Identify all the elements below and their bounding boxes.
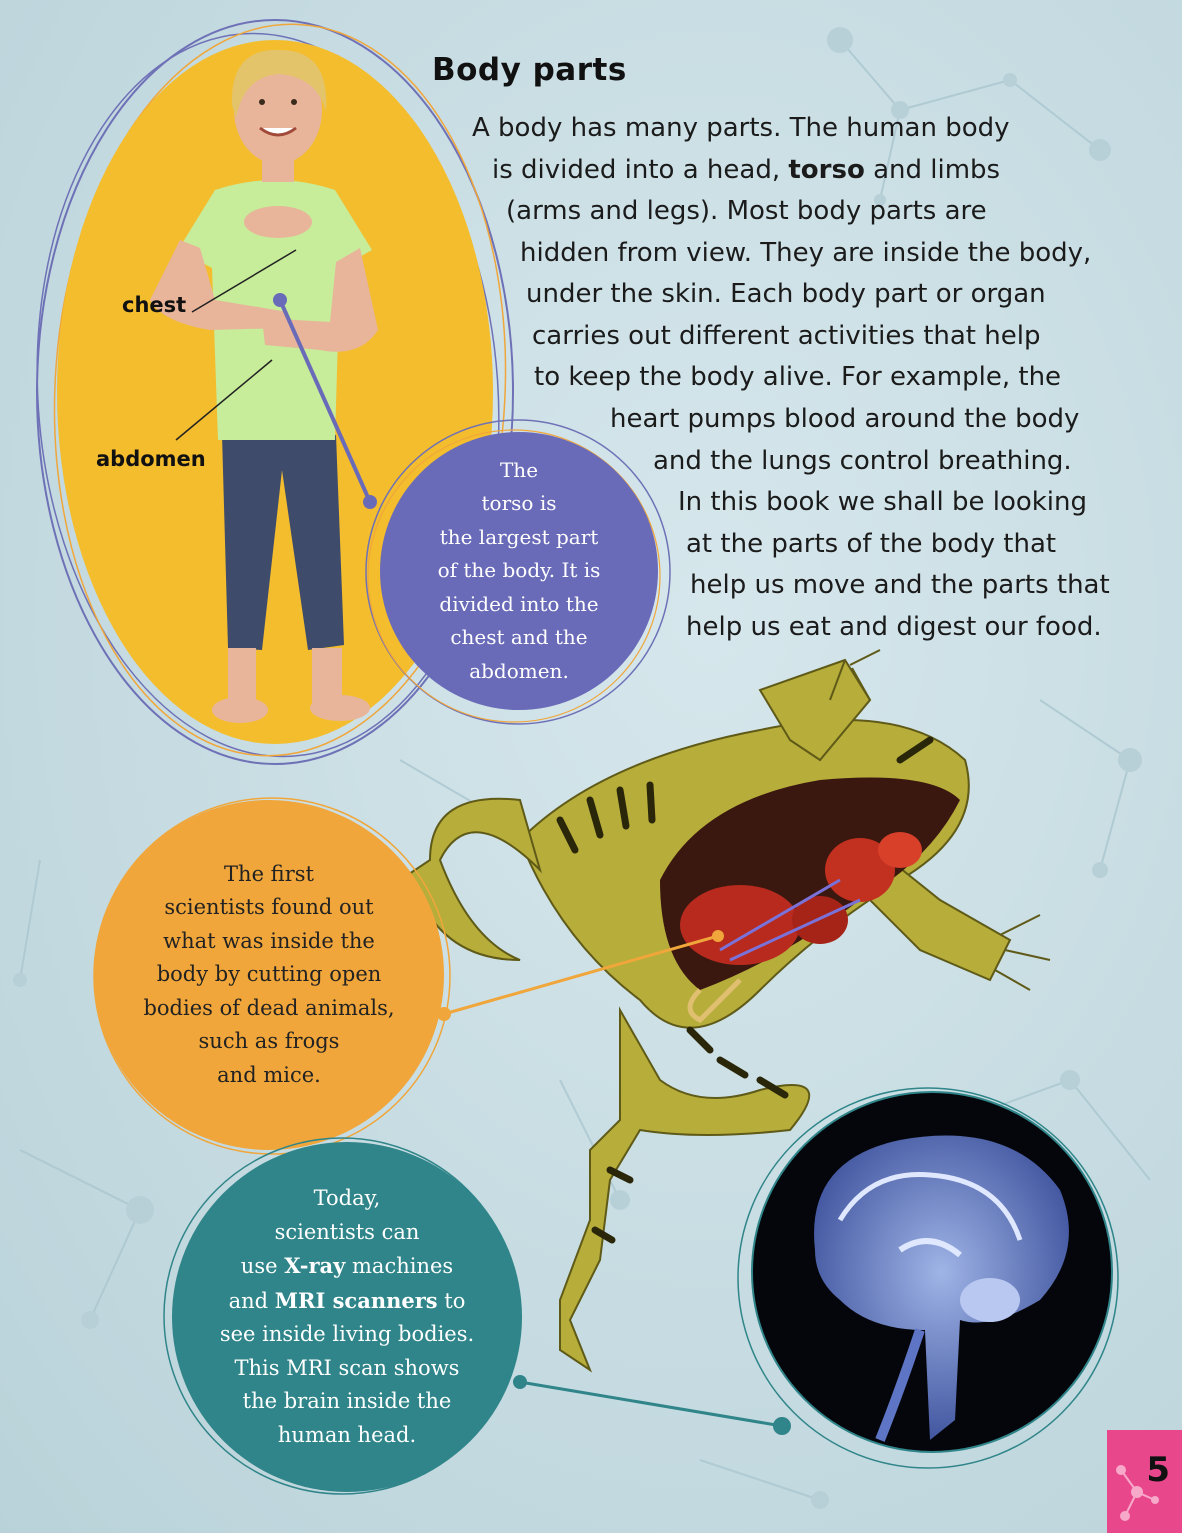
intro-line: and the lungs control breathing.	[653, 446, 1072, 476]
intro-line: In this book we shall be looking	[678, 487, 1088, 517]
intro-line: at the parts of the body that	[686, 529, 1057, 559]
mri-line-3: use X-ray machines	[240, 1253, 454, 1278]
torso-line-1: The	[499, 457, 539, 482]
mri-scanners-term: MRI scanners	[274, 1287, 438, 1313]
mri-fact-bubble	[172, 1142, 522, 1492]
mri-line-4: and MRI scanners to	[228, 1287, 466, 1313]
mri-fact-text	[220, 1182, 474, 1452]
mri-line-7: the brain inside the	[242, 1389, 452, 1413]
intro-line: under the skin. Each body part or organ	[526, 279, 1046, 309]
scientists-line-5: bodies of dead animals,	[143, 995, 395, 1020]
page-title: Body parts	[432, 52, 627, 88]
scientists-line-3: what was inside the	[163, 928, 375, 953]
mri-line-1: Today,	[313, 1186, 381, 1210]
page-number-tab	[1107, 1430, 1182, 1533]
torso-line-3: the largest part	[439, 524, 599, 549]
mri-line-5: see inside living bodies.	[219, 1322, 475, 1346]
torso-line-2: torso is	[481, 491, 557, 516]
intro-line: is divided into a head, torso and limbs	[492, 155, 1001, 185]
torso-line-5: divided into the	[439, 591, 599, 616]
intro-line: help us eat and digest our food.	[686, 612, 1102, 642]
mri-line-2: scientists can	[274, 1219, 420, 1244]
abdomen-label: abdomen	[96, 447, 206, 471]
page-number: 5	[1146, 1450, 1170, 1490]
intro-line: hidden from view. They are inside the body,	[520, 238, 1092, 268]
scientists-line-1: The first	[224, 861, 314, 886]
chest-label: chest	[122, 293, 187, 317]
intro-line: carries out different activities that help	[532, 321, 1041, 351]
intro-line: (arms and legs). Most body parts are	[506, 196, 987, 226]
torso-term: torso	[788, 155, 865, 185]
torso-line-6: chest and the	[450, 625, 588, 650]
torso-line-7: abdomen.	[469, 658, 569, 683]
intro-line: to keep the body alive. For example, the	[534, 362, 1062, 392]
molecule-icon	[1107, 1430, 1182, 1533]
scientists-line-7: and mice.	[217, 1062, 321, 1087]
scientists-line-6: such as frogs	[198, 1029, 340, 1054]
mri-line-6: This MRI scan shows	[234, 1355, 460, 1380]
torso-line-4: of the body. It is	[437, 558, 601, 583]
intro-line: help us move and the parts that	[690, 570, 1110, 600]
intro-line: heart pumps blood around the body	[610, 404, 1080, 434]
x-ray-term: X-ray	[284, 1253, 346, 1278]
mri-line-8: human head.	[277, 1422, 417, 1447]
scientists-line-2: scientists found out	[164, 895, 374, 920]
scientists-line-4: body by cutting open	[156, 962, 382, 987]
intro-line: A body has many parts. The human body	[472, 113, 1010, 143]
